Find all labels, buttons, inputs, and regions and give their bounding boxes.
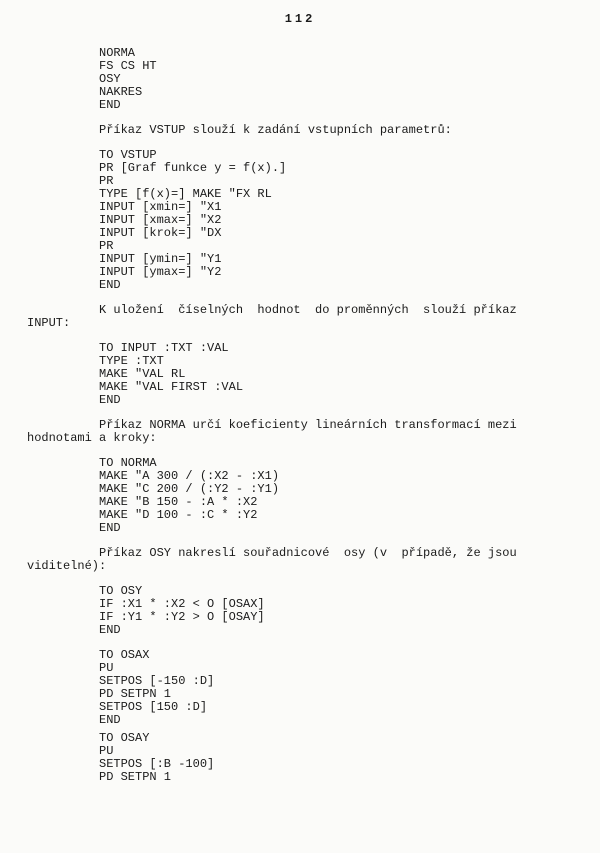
code-line: PU (99, 744, 114, 758)
paragraph-line: K uložení číselných hodnot do proměnných slouží příkaz (99, 303, 517, 317)
paragraph-line: viditelné): (27, 559, 107, 573)
code-line: IF :X1 * :X2 < O [OSAX] (99, 597, 265, 611)
code-block (99, 457, 600, 535)
code-line: SETPOS [:B -100] (99, 757, 215, 771)
code-line: IF :Y1 * :Y2 > O [OSAY] (99, 610, 265, 624)
code-line: TO OSY (99, 584, 143, 598)
code-line: TO OSAY (99, 731, 150, 745)
code-line: PU (99, 661, 114, 675)
code-block (99, 585, 600, 637)
code-line: NAKRES (99, 85, 143, 99)
page-number: 112 (284, 12, 316, 26)
code-line: END (99, 521, 121, 535)
code-line: INPUT [xmin=] "X1 (99, 200, 222, 214)
paragraph (0, 419, 600, 445)
code-line: TYPE [f(x)=] MAKE "FX RL (99, 187, 272, 201)
code-line: SETPOS [-150 :D] (99, 674, 215, 688)
code-line: END (99, 278, 121, 292)
code-line: MAKE "VAL FIRST :VAL (99, 380, 244, 394)
code-line: MAKE "A 300 / (:X2 - :X1) (99, 469, 280, 483)
code-line: END (99, 713, 121, 727)
paragraph-line: Příkaz NORMA určí koeficienty lineárních transformací mezi (99, 418, 517, 432)
code-line: INPUT [krok=] "DX (99, 226, 222, 240)
code-block (99, 649, 600, 727)
code-block (99, 342, 600, 407)
code-line: PR (99, 239, 114, 253)
code-block (99, 732, 600, 784)
code-line: PD SETPN 1 (99, 687, 172, 701)
paragraph (0, 304, 600, 330)
code-block (99, 149, 600, 292)
paragraph (0, 124, 600, 137)
code-line: END (99, 98, 121, 112)
code-line: TO VSTUP (99, 148, 157, 162)
code-line: NORMA (99, 46, 136, 60)
code-line: END (99, 393, 121, 407)
code-line: MAKE "D 100 - :C * :Y2 (99, 508, 258, 522)
paragraph-line: hodnotami a kroky: (27, 431, 157, 445)
paragraph (0, 547, 600, 573)
code-line: MAKE "VAL RL (99, 367, 186, 381)
code-line: MAKE "C 200 / (:Y2 - :Y1) (99, 482, 280, 496)
code-line: PR [Graf funkce y = f(x).] (99, 161, 287, 175)
code-line: TYPE :TXT (99, 354, 164, 368)
code-line: PD SETPN 1 (99, 770, 172, 784)
paragraph-line: Příkaz VSTUP slouží k zadání vstupních parametrů: (99, 123, 452, 137)
code-line: TO INPUT :TXT :VAL (99, 341, 229, 355)
code-line: OSY (99, 72, 121, 86)
code-line: INPUT [xmax=] "X2 (99, 213, 222, 227)
code-line: MAKE "B 150 - :A * :X2 (99, 495, 258, 509)
paragraph-line: INPUT: (27, 316, 71, 330)
code-line: FS CS HT (99, 59, 157, 73)
code-block (99, 47, 600, 112)
page-content (0, 47, 600, 784)
code-line: SETPOS [150 :D] (99, 700, 208, 714)
paragraph-line: Příkaz OSY nakreslí souřadnicové osy (v případě, že jsou (99, 546, 517, 560)
code-line: INPUT [ymin=] "Y1 (99, 252, 222, 266)
code-line: PR (99, 174, 114, 188)
code-line: INPUT [ymax=] "Y2 (99, 265, 222, 279)
code-line: END (99, 623, 121, 637)
code-line: TO NORMA (99, 456, 157, 470)
code-line: TO OSAX (99, 648, 150, 662)
